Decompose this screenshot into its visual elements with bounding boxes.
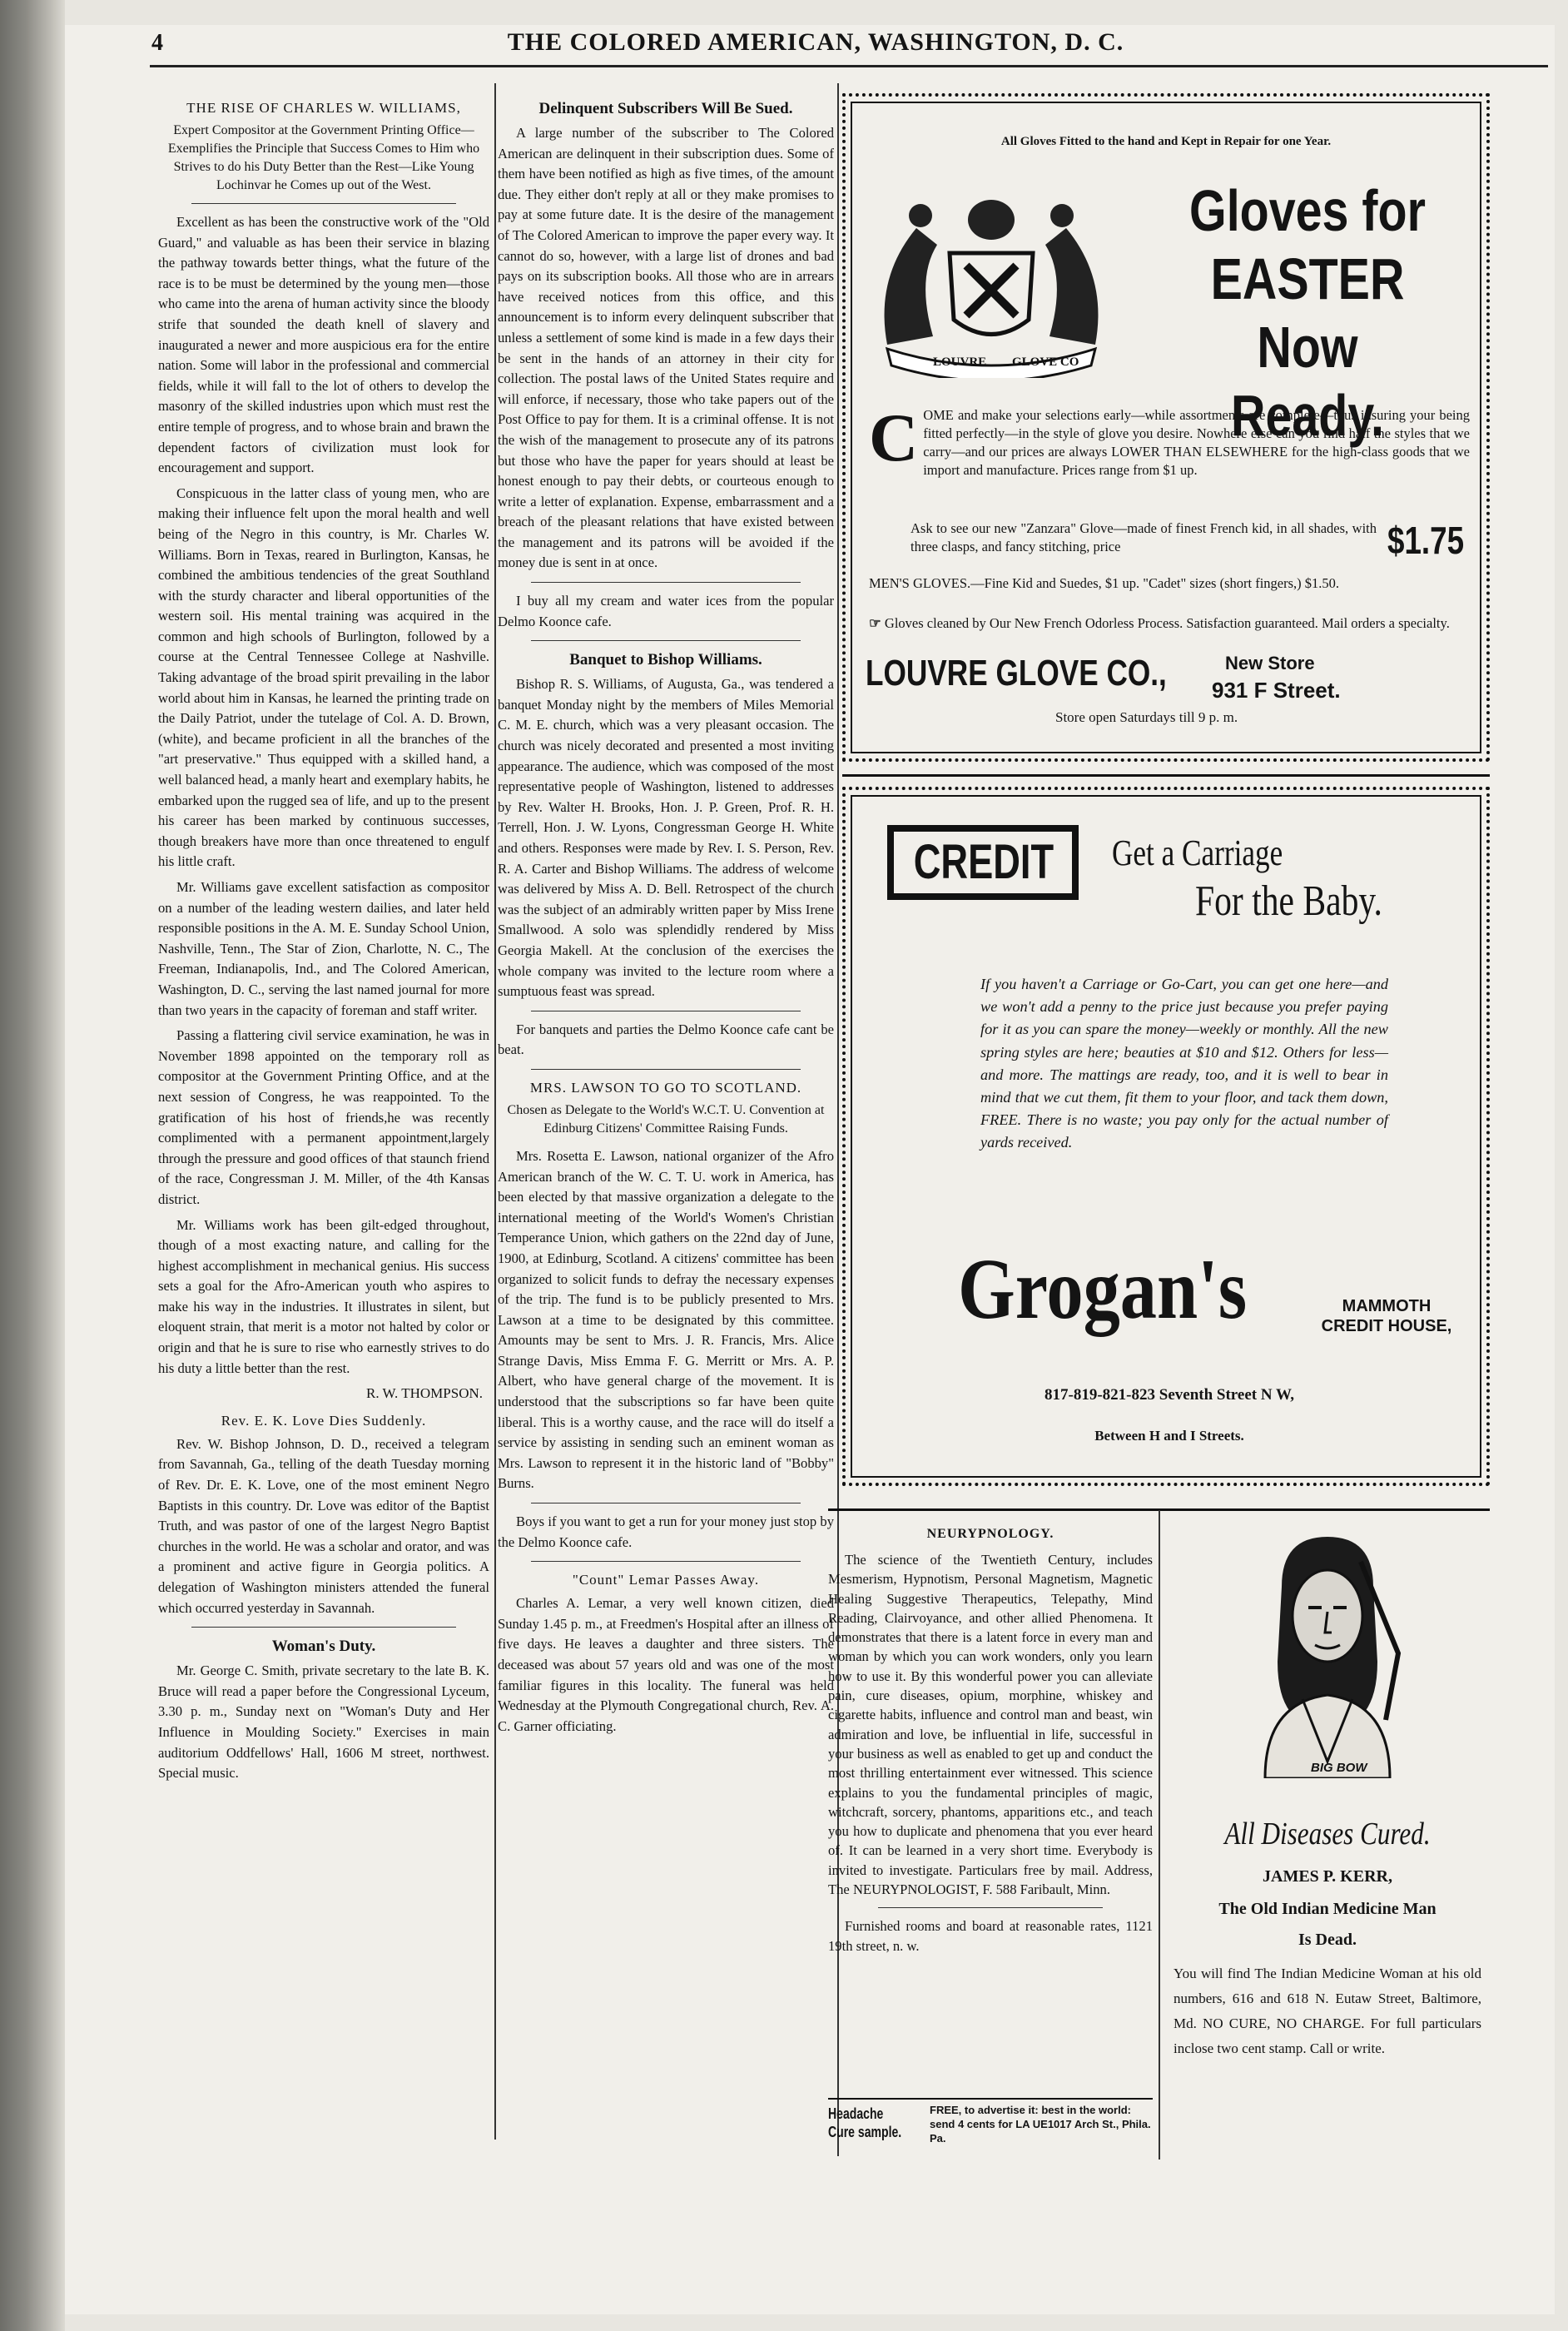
divider	[878, 1907, 1103, 1908]
article-headline-love: Rev. E. K. Love Dies Suddenly.	[221, 1412, 427, 1429]
kerr-title-1: The Old Indian Medicine Man	[1218, 1900, 1437, 1918]
column-1	[158, 93, 489, 2150]
coat-of-arms-icon	[871, 178, 1112, 378]
paragraph: Passing a flattering civil service examination, he was in November 1898 appointed on the temporary roll as compositor at the Government Printing Office, and at the next session of Congress, he was reappointed. To the gratification of his host of friends,he was recently complimented with a permanent appointment,largely through the pressure and good offices of that staunch friend of the race, Congressman J. M. Miller, of the 4th Kansas district.	[158, 1027, 489, 1207]
divider	[828, 2098, 1153, 2100]
gloves-headline-line3: Now Ready.	[1231, 315, 1384, 448]
paragraph: Mr. Williams gave excellent satisfaction as compositor on a number of the leading western dailies, and later held responsible positions in the A. M. E. Sunday School Union, Nashville, Tenn., The Star of Zion, Charlotte, N. C., The Freeman, Indianapolis, Ind., and The Colored American, Washington, D. C., serving the last named journal for more than two years in the capacity of foreman and staff writer.	[158, 879, 489, 1018]
kerr-name: JAMES P. KERR,	[1263, 1867, 1392, 1886]
paragraph: Mr. George C. Smith, private secretary to the late B. K. Bruce will read a paper before the Congressional Lyceum, 3.30 p. m., Sunday next on "Woman's Duty and Her Influence in Moulding Society." Exercises in main auditorium Oddfellows' Hall, 1606 M street, northwest. Special music.	[158, 1663, 489, 1782]
credit-badge-label: CREDIT	[913, 835, 1054, 889]
gloves-headline-line1: Gloves for	[1189, 178, 1426, 243]
article-headline-banquet: Banquet to Bishop Williams.	[569, 651, 762, 669]
article-signature: R. W. THOMPSON.	[366, 1385, 483, 1402]
paragraph: The science of the Twentieth Century, includes Mesmerism, Hypnotism, Personal Magnetism, Magnetic Healing Suggestive Therapeutics, Telepathy, Mind Reading, Clairvoyance, and other allied Phenomena. It demonstrates that there is a latent force in every man and woman by which you can work wonders, only you learn how to use it. By this wonderful power you can alleviate pain, cure diseases, opium, morphine, whiskey and cigarette habits, influence and control man and beast, win admiration and love, be influential in life, successful in your business as well as enabled to get up and conduct the most thrilling entertainment ever witnessed. This science explains to you the fundamental principles of magic, witchcraft, sorcery, phantoms, apparitions etc., and teach you how to duplicate and phenomena that you ever heard of. It can be learned in a very short time. Everybody is invited to investigate. Particulars free by mail. Address, The NEURYPNOLOGIST, F. 588 Faribault, Minn.	[828, 1552, 1153, 1898]
paragraph: Bishop R. S. Williams, of Augusta, Ga., was tendered a banquet Monday night by the members of Miles Memorial C. M. E. church, which was a very pleasant occasion. The church was nicely decorated and presented a most inviting appearance. The audience, which was composed of the most representative people of Washington, listened to addresses by Rev. Walter H. Brooks, Hon. J. P. Green, Prof. R. H. Terrell, Hon. J. W. Lyons, Congressman George H. White and others. Responses were made by Rev. I. S. Person, Rev. R. A. Carter and Bishop Williams. The address of welcome was delivered by Miss A. D. Bell. Retrospect of the church was the subject of an admirably written paper by Miss Irene Smallwood. A solo was splendidly rendered by Miss Georgia Makell. At the conclusion of the exercises the whole company was invited to the lecture room where a sumptuous feast was spread.	[498, 676, 834, 1000]
masthead-title: THE COLORED AMERICAN, WASHINGTON, D. C.	[507, 28, 1124, 56]
credit-advertisement	[842, 787, 1490, 1486]
kerr-headline: All Diseases Cured.	[1224, 1817, 1431, 1851]
neurypnology-article	[828, 1523, 1153, 2106]
portrait-caption: BIG BOW	[1311, 1761, 1367, 1775]
credit-headline-2: For the Baby.	[1195, 877, 1382, 925]
gloves-ad-top-line: All Gloves Fitted to the hand and Kept in Repair for one Year.	[1000, 135, 1332, 148]
grogans-between: Between H and I Streets.	[1094, 1428, 1244, 1444]
kerr-body: You will find The Indian Medicine Woman at his old numbers, 616 and 618 N. Eutaw Street, Baltimore, Md. NO CURE, NO CHARGE. For full particulars inclose two cent stamp. Call or write.	[1174, 1966, 1481, 2056]
gloves-dropcap: C	[869, 400, 919, 475]
divider	[531, 582, 801, 583]
paragraph: For banquets and parties the Delmo Koonce cafe cant be beat.	[498, 1021, 834, 1058]
crest-banner-left: LOUVRE	[933, 355, 987, 369]
gloves-advertisement	[842, 93, 1490, 762]
headache-cure-advertisement	[828, 2098, 1153, 2148]
ad-separator	[842, 774, 1490, 777]
column-rule	[1159, 1510, 1160, 2160]
credit-headline-1: Get a Carriage	[1112, 832, 1283, 873]
credit-badge	[887, 825, 1079, 900]
divider	[191, 1627, 456, 1628]
paragraph: Boys if you want to get a run for your money just stop by the Delmo Koonce cafe.	[498, 1513, 834, 1550]
masthead-rule	[150, 65, 1548, 67]
gloves-cleaned-label: Gloves cleaned by Our New French Odorless Process. Satisfaction guaranteed. Mail orders a specialty.	[884, 615, 1450, 631]
paragraph: Charles A. Lemar, a very well known citizen, died Sunday 1.45 p. m., at Freedmen's Hospital after an illness of five days. He leaves a daughter and three sisters. The deceased was about 57 years old and was one of the most familiar figures in this locality. The funeral was held Wednesday at the Plymouth Congregational church, Rev. A. C. Garner officiating.	[498, 1595, 834, 1734]
gloves-cleaned-text	[869, 614, 1470, 633]
divider	[531, 1561, 801, 1562]
paragraph: Mrs. Rosetta E. Lawson, national organizer of the Afro American branch of the W. C. T. U. work in America, has been elected by that massive organization a delegate to the international meeting of the World's Women's Christian Temperance Union, which gathers on the 22nd day of June, 1900, at Edinburg, Scotland. A citizens' committee has been organized to solicit funds to defray the necessary expenses of the trip. The fund is to be publicly presented to Mrs. Lawson at a time to be designated by this committee. Amounts may be sent to Mrs. J. R. Francis, Mrs. Alice Strange Davis, Miss Emma F. G. Merritt or Mrs. A. P. Albert, who have general charge of the movement. It is understood that the subscriptions so far have been quite liberal. This is a worthy cause, and the race will do itself a service by assisting in sending such an eminent woman as Mrs. Lawson to represent it in the historic land of "Bobby" Burns.	[498, 1147, 834, 1492]
book-binding	[0, 0, 65, 2331]
paragraph: I buy all my cream and water ices from the popular Delmo Koonce cafe.	[498, 593, 834, 629]
article-headline-lawson: MRS. LAWSON TO GO TO SCOTLAND.	[529, 1079, 802, 1096]
kerr-medicine-advertisement	[1165, 1523, 1490, 2173]
gloves-body-text: OME and make your selections early—while assortments are complete—thus insuring your being fitted perfectly—in the style of glove you desire. Nowhere else can you find half the styles that we carry—and our prices are always LOWER THAN ELSEWHERE for the high-class goods that we import and manufacture. Prices range from $1 up.	[923, 407, 1470, 478]
kerr-title-2: Is Dead.	[1298, 1931, 1357, 1949]
headache-text: FREE, to advertise it: best in the world: send 4 cents for LA UE1017 Arch St., Phila. Pa.	[930, 2104, 1151, 2145]
crest-banner-right: GLOVE CO	[1012, 355, 1079, 369]
gloves-company-name: LOUVRE GLOVE CO.,	[866, 653, 1167, 693]
article-subhead-williams: Expert Compositor at the Government Printing Office—Exemplifies the Principle that Success Comes to Him who Strives to do his Duty Better than the Rest—Like Young Lochinvar he Comes up out of the West.	[167, 123, 480, 192]
page-number: 4	[151, 30, 163, 56]
paragraph: Mr. Williams work has been gilt-edged throughout, though of a most exacting nature, and calling for the highest accomplishment in mechanical genius. His success sets a goal for the Afro-American youth who aspires to make his way in the industries. It illustrates in silent, but eloquent strain, that merit is a motor not halted by color or origin and that he is sure to rise who earnestly strives to do his duty a little better than the rest.	[158, 1216, 489, 1376]
article-headline-lemar: "Count" Lemar Passes Away.	[572, 1572, 760, 1588]
paragraph: Excellent as has been the constructive work of the "Old Guard," and valuable as has been their service in blazing the pathway towards better things, what the future of the race is to be must be determined by the young men—those who came into the arena of human activity since the bloody strife that sounded the death knell of slavery and inaugurated a newer and more auspicious era for the entire nation. Some will labor in the professional and commercial fields, while it will fall to the lot of others to develop the masonry of the skilled industries upon which must rest the entire temple of progress, and to whose brain and brawn the dependent factors of civilization must look for encouragement and support.	[158, 214, 489, 476]
article-headline-williams: THE RISE OF CHARLES W. WILLIAMS,	[186, 100, 461, 116]
article-headline-duty: Woman's Duty.	[271, 1638, 376, 1656]
credit-body: If you haven't a Carriage or Go-Cart, you can get one here—and we won't add a penny to the price just because you prefer paying for it as you can spare the money—weekly or monthly. All the new spring styles are here; beauties at $10 and $12. Others for less—and more. The mattings are ready, too, and it is well to bear in mind that we cut them, fit them to your floor, and tack them down, FREE. There is no waste; you pay only for the actual number of yards received.	[980, 976, 1388, 1151]
neuro-headline: NEURYPNOLOGY.	[926, 1527, 1054, 1541]
column-2	[498, 93, 834, 2150]
grogans-address: 817-819-821-823 Seventh Street N W,	[1045, 1386, 1294, 1404]
gloves-address: 931 F Street.	[1212, 678, 1341, 703]
grogans-store-name: Grogan's	[958, 1241, 1248, 1337]
zanzara-text: Ask to see our new "Zanzara" Glove—made of finest French kid, in all shades, with three clasps, and fancy stitching, price	[911, 520, 1377, 554]
indian-portrait-icon	[1232, 1528, 1423, 1778]
gloves-body	[869, 400, 1470, 480]
article-headline-delinquent: Delinquent Subscribers Will Be Sued.	[538, 100, 793, 117]
gloves-new-store: New Store	[1225, 653, 1315, 673]
article-subhead-lawson: Chosen as Delegate to the World's W.C.T. U. Convention at Edinburg Citizens' Committee Raising Funds.	[507, 1102, 825, 1136]
paragraph: Rev. W. Bishop Johnson, D. D., received a telegram from Savannah, Ga., telling of the death Tuesday morning of Rev. Dr. E. K. Love, one of the most eminent Negro Baptists in this country. Dr. Love was editor of the Baptist Truth, and was pastor of one of the largest Negro Baptist churches in the world. He was a scholar and orator, and was a prominent and active figure in Georgia politics. A delegation of Washington ministers attended the funeral which occurred yesterday in Savannah.	[158, 1435, 489, 1616]
grogans-subtitle-1: MAMMOTH	[1342, 1297, 1432, 1315]
paragraph: A large number of the subscriber to The Colored American are delinquent in their subscription dues. Some of them have been notified as high as five times, of the amount due. They either don't reply at all or they make promises to pay at some future date. It is the desire of the management of The Colored American to improve the paper every way. It cannot do so, however, with a large list of drones and bad pays on its subscription books. All those who are in arrears have received notices from this office, and this announcement is to inform every delinquent subscriber that unless a settlement of some kind is made in a few days their be sent in the hands of an attorney in their city for collection. The postal laws of the United States require and will enforce, if necessary, those who take papers out of the Post Office to pay for them. It is a criminal offense. It is not the wish of the management to prosecute any of its patrons but those who have the paper for years should at least be honest enough to pay their debts, or courteous enough to write a letter of explanation. Expense, embarrassment and a breach of the pleasant relations that have existed between the management and its patrons will be avoided if the money due is sent in at once.	[498, 125, 834, 571]
grogans-subtitle	[1295, 1296, 1478, 1336]
mens-gloves-text: MEN'S GLOVES.—Fine Kid and Suedes, $1 up. "Cadet" sizes (short fingers,) $1.50.	[869, 575, 1340, 591]
headache-label: Headache Cure sample.	[828, 2105, 902, 2140]
pointing-hand-icon: ☞	[869, 615, 885, 631]
zanzara-price: $1.75	[1387, 519, 1465, 562]
divider	[191, 203, 456, 204]
paragraph: Furnished rooms and board at reasonable rates, 1121 19th street, n. w.	[828, 1918, 1153, 1954]
paragraph: Conspicuous in the latter class of young men, who are making their influence felt upon the moral health and well being of the Negro in this country, is Mr. Charles W. Williams. Born in Texas, reared in Burlington, Kansas, he combined the ambitious tendencies of the great Southland with the sturdy character and liberal opportunities of the western soil. His mental training was acquired in the common and high schools of Burlington, followed by a course at the Central Tennessee College at Nashville. Taking advantage of the broad spirit prevailing in the labor world about him in Kansas, he learned the printing trade on the Daily Patriot, under the tutelage of Col. A. D. Brown, (white), and became proficient in all the branches of the "art preservative." Thus equipped with a skilled hand, a well balanced head, a manly heart and exemplary habits, he embarked upon the rugged sea of life, and up to the present his career has been marked by continuous successes, though breakers have more than once threatened to engulf his little craft.	[158, 485, 489, 870]
grogans-subtitle-2: CREDIT HOUSE,	[1321, 1317, 1452, 1335]
column-rule	[494, 83, 496, 2140]
gloves-hours: Store open Saturdays till 9 p. m.	[1055, 709, 1238, 725]
divider	[531, 640, 801, 641]
divider	[531, 1069, 801, 1070]
gloves-headline-line2: EASTER	[1210, 246, 1405, 311]
